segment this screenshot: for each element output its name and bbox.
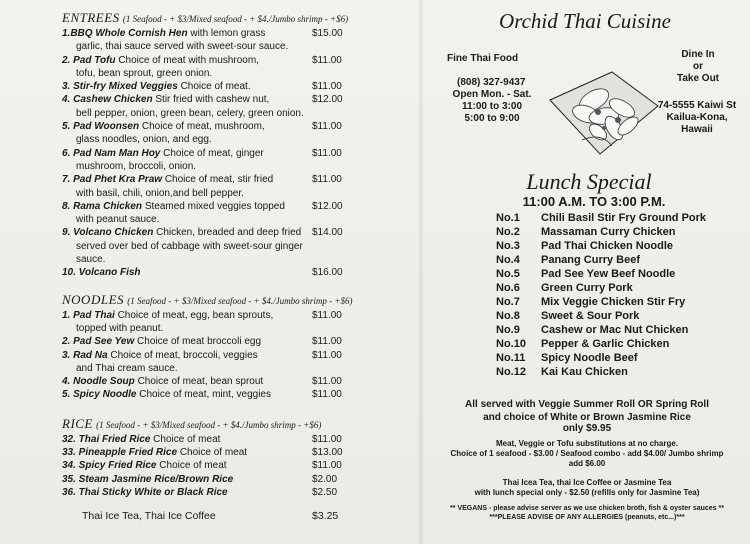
menu-item-desc: Choice of meat (179, 447, 248, 459)
tagline: Fine Thai Food (447, 53, 519, 64)
rice-title: RICE (62, 415, 93, 431)
entrees-title: ENTREES (62, 10, 120, 25)
address (654, 100, 740, 136)
menu-item (62, 446, 362, 459)
dine-or: or (693, 61, 703, 72)
menu-item-price: $11.00 (312, 81, 342, 93)
menu-item-desc: Choice of meat (159, 460, 227, 472)
menu-item-name: 3. Stir-fry Mixed Veggies (62, 81, 178, 93)
menu-item-name: 3. Rad Na (62, 349, 108, 361)
lunch-special-name: Cashew or Mac Nut Chicken (541, 324, 689, 336)
menu-item-price: $2.50 (312, 486, 338, 498)
lunch-special-item (496, 309, 746, 323)
menu-item-price: $11.00 (312, 54, 342, 66)
lunch-specials-list (496, 211, 746, 379)
lunch-special-item (496, 351, 746, 365)
menu-item-price: $11.00 (312, 389, 342, 401)
menu-item-desc: Choice of meat, broccoli, veggies (110, 349, 258, 361)
address-street: 74-5555 Kaiwi St (657, 100, 737, 111)
vegan-allergy-note (434, 504, 740, 522)
menu-item (62, 80, 362, 93)
menu-item-desc-cont: with peanut sauce. (76, 214, 160, 226)
right-column (424, 0, 750, 544)
menu-item (62, 309, 362, 336)
lunch-special-name: Panang Curry Beef (541, 254, 641, 266)
menu-item-price: $11.00 (312, 376, 342, 388)
dine-options (668, 49, 728, 85)
menu-item-price: $11.00 (312, 336, 342, 348)
menu-item-desc: Choice of meat with mushroom, (118, 54, 259, 66)
menu-item-desc: Choice of meat, bean sprout (137, 376, 264, 388)
menu-item-name: 4. Cashew Chicken (62, 94, 153, 106)
menu-item-price: $13.00 (312, 447, 343, 459)
lunch-special-number: No.10 (496, 338, 526, 350)
lunch-special-number: No.3 (496, 240, 520, 252)
noodles-note: (1 Seafood - + $3/Mixed seafood - + $4./Jumbo shrimp - +$6) (127, 295, 353, 306)
substitutions-note (434, 439, 740, 469)
menu-item-name: 36. Thai Sticky White or Black Rice (62, 486, 228, 498)
menu-item-price: $2.00 (312, 473, 338, 485)
menu-item-price: $11.00 (312, 121, 342, 133)
menu-item (62, 486, 362, 499)
menu-item-price: $11.00 (312, 349, 342, 361)
menu-item-desc-cont: topped with peanut. (76, 322, 164, 334)
menu-item-name: 6. Pad Nam Man Hoy (62, 147, 161, 159)
menu-item (62, 226, 362, 266)
lunch-special-name: Massaman Curry Chicken (541, 226, 676, 238)
menu-item (62, 147, 362, 174)
noodles-heading (62, 292, 362, 309)
menu-item-name: 2. Pad See Yew (62, 336, 135, 348)
menu-item-desc: Choice of meat, mushroom, (141, 121, 265, 133)
left-column (62, 10, 362, 523)
subs-line-1: Meat, Veggie or Tofu substitutions at no charge. (495, 439, 679, 448)
address-city: Kailua-Kona, Hawaii (666, 112, 728, 135)
orchid-flower-icon (542, 70, 662, 156)
menu-item (62, 335, 362, 348)
menu-item (62, 120, 362, 147)
menu-item (62, 459, 362, 472)
lunch-hours: 11:00 A.M. TO 3:00 P.M. (522, 194, 666, 209)
menu-item-name: 34. Spicy Fried Rice (62, 460, 157, 472)
menu-item (62, 266, 362, 279)
menu-item-desc: with lemon grass (190, 28, 266, 39)
subs-line-2: Choice of 1 seafood - $3.00 / Seafood combo - add $4.00/ Jumbo shrimp (450, 449, 724, 458)
menu-item-name: 4. Noodle Soup (62, 376, 135, 388)
menu-item-desc: Choice of meat, ginger (163, 147, 264, 159)
ice-tea-note (434, 478, 740, 498)
lunch-special-item (496, 239, 746, 253)
lunch-special-item (496, 253, 746, 267)
lunch-special-number: No.12 (496, 366, 526, 378)
menu-item-desc: Choice of meat, stir fried (164, 174, 274, 186)
lunch-special-name: Pad See Yew Beef Noodle (541, 268, 676, 280)
menu-item-desc: Choice of meat (153, 433, 221, 445)
hours-dinner: 5:00 to 9:00 (464, 113, 520, 124)
menu-item-desc-cont: and Thai cream sauce. (76, 362, 178, 374)
menu-item-name: 1.BBQ Whole Cornish Hen (62, 28, 188, 39)
noodles-list (62, 309, 362, 402)
menu-item-desc-cont: with basil, chili, onion,and bell pepper. (76, 187, 244, 199)
open-days: Open Mon. - Sat. (452, 89, 532, 100)
menu-item-price: $14.00 (312, 227, 343, 239)
menu-item-price: $12.00 (312, 94, 343, 106)
lunch-special-number: No.1 (496, 212, 520, 224)
menu-item-price: $15.00 (312, 28, 343, 39)
subs-line-3: add $6.00 (568, 459, 606, 468)
rice-list (62, 433, 362, 499)
menu-item-price: $11.00 (312, 309, 342, 321)
menu-item-desc-cont: mushroom, broccoli, onion. (76, 160, 197, 172)
allergy-line: ***PLEASE ADVISE OF ANY ALLERGIES (peanuts, etc...)*** (489, 514, 685, 521)
menu-item-price: $11.00 (312, 174, 342, 186)
lunch-special-name: Pepper & Garlic Chicken (541, 338, 670, 350)
menu-item (62, 173, 362, 200)
menu-item-desc: Choice of meat broccoli egg (137, 336, 262, 348)
lunch-price: only $9.95 (562, 423, 612, 434)
lunch-special-number: No.11 (496, 352, 526, 364)
served-line-1: All served with Veggie Summer Roll OR Spring Roll (465, 399, 709, 410)
menu-item-price: $12.00 (312, 200, 343, 212)
drinks-row (62, 509, 362, 523)
menu-item (62, 473, 362, 486)
served-line-2: and choice of White or Brown Jasmine Rice (483, 412, 691, 423)
lunch-special-number: No.8 (496, 310, 520, 322)
menu-item-price: $11.00 (312, 147, 342, 159)
menu-item-desc: Stir fried with cashew nut, (155, 94, 270, 106)
menu-item-desc: Choice of meat, mint, veggies (139, 389, 271, 401)
rice-note: (1 Seafood - + $3/Mixed seafood - + $4./Jumbo shrimp - +$6) (96, 419, 322, 430)
take-out: Take Out (676, 73, 720, 84)
menu-item-desc-cont: garlic, thai sauce served with sweet-sour sauce. (76, 41, 289, 53)
menu-item-name: 9. Volcano Chicken (62, 227, 154, 239)
opening-hours (442, 89, 542, 125)
menu-item-desc-cont: glass noodles, onion, and egg. (76, 134, 212, 146)
lunch-special-name: Green Curry Pork (541, 282, 633, 294)
entrees-list (62, 27, 362, 280)
served-with-note (434, 398, 740, 424)
menu-item (62, 93, 362, 120)
entrees-heading (62, 10, 362, 27)
menu-item (62, 27, 362, 54)
vegan-line: ** VEGANS - please advise server as we use chicken broth, fish & oyster sauces ** (450, 505, 724, 512)
menu-item-name: 7. Pad Phet Kra Praw (62, 174, 163, 186)
menu-item-name: 35. Steam Jasmine Rice/Brown Rice (62, 473, 234, 485)
lunch-special-name: Spicy Noodle Beef (541, 352, 638, 364)
menu-item-desc: Choice of meat. (180, 81, 251, 93)
lunch-special-name: Kai Kau Chicken (541, 366, 628, 378)
lunch-special-name: Sweet & Sour Pork (541, 310, 640, 322)
menu-item-name: 10. Volcano Fish (62, 267, 141, 279)
menu-item-price: $11.00 (312, 460, 342, 472)
lunch-special-name: Mix Veggie Chicken Stir Fry (541, 296, 686, 308)
lunch-special-item (496, 225, 746, 239)
menu-item-price: $11.00 (312, 433, 342, 445)
menu-item-desc-cont: served over bed of cabbage with sweet-sour ginger sauce. (76, 240, 303, 266)
lunch-special-name: Pad Thai Chicken Noodle (541, 240, 674, 252)
lunch-special-number: No.5 (496, 268, 520, 280)
tea-line-2: with lunch special only - $2.50 (refills only for Jasmine Tea) (474, 488, 700, 497)
menu-item-name: 5. Pad Woonsen (62, 121, 140, 133)
phone-number: (808) 327-9437 (457, 77, 526, 88)
lunch-special-item (496, 323, 746, 337)
menu-item-name: 33. Pineapple Fried Rice (62, 447, 178, 459)
menu-item-name: 32. Thai Fried Rice (62, 433, 151, 445)
menu-item-desc-cont: tofu, bean sprout, green onion. (76, 67, 213, 79)
dine-in: Dine In (681, 49, 715, 60)
lunch-special-item (496, 267, 746, 281)
lunch-special-number: No.7 (496, 296, 520, 308)
menu-item-name: 5. Spicy Noodle (62, 389, 137, 401)
menu-item-name: 8. Rama Chicken (62, 200, 143, 212)
menu-item-desc: Steamed mixed veggies topped (144, 200, 285, 212)
menu-item-desc: Choice of meat, egg, bean sprouts, (117, 309, 274, 321)
menu-item (62, 375, 362, 388)
lunch-special-name: Chili Basil Stir Fry Ground Pork (541, 212, 707, 224)
entrees-note: (1 Seafood - + $3/Mixed seafood - + $4./Jumbo shrimp - +$6) (122, 14, 349, 24)
lunch-special-item (496, 365, 746, 379)
lunch-special-item (496, 281, 746, 295)
lunch-special-title: Lunch Special (526, 169, 652, 194)
hours-lunch: 11:00 to 3:00 (461, 101, 523, 112)
menu-item-name: 2. Pad Tofu (62, 54, 116, 66)
drinks-label: Thai Ice Tea, Thai Ice Coffee (82, 510, 216, 523)
lunch-special-number: No.9 (496, 324, 520, 336)
lunch-special-number: No.6 (496, 282, 520, 294)
menu-item-desc: Chicken, breaded and deep fried (156, 227, 302, 239)
lunch-special-number: No.2 (496, 226, 520, 238)
rice-heading (62, 416, 362, 433)
lunch-special-number: No.4 (496, 254, 520, 266)
lunch-special-item (496, 211, 746, 225)
menu-item-price: $16.00 (312, 267, 343, 279)
lunch-special-item (496, 295, 746, 309)
restaurant-name: Orchid Thai Cuisine (499, 9, 671, 33)
menu-item-desc-cont: bell pepper, onion, green bean, celery, green onion. (76, 107, 304, 119)
menu-item (62, 349, 362, 376)
menu-item (62, 388, 362, 401)
drinks-price: $3.25 (312, 510, 339, 523)
lunch-special-item (496, 337, 746, 351)
menu-item (62, 433, 362, 446)
menu-item-name: 1. Pad Thai (62, 309, 115, 321)
tea-line-1: Thai Icea Tea, thai Ice Coffee or Jasmine Tea (502, 478, 672, 487)
menu-item (62, 200, 362, 227)
menu-item (62, 54, 362, 81)
noodles-title: NOODLES (62, 291, 125, 307)
